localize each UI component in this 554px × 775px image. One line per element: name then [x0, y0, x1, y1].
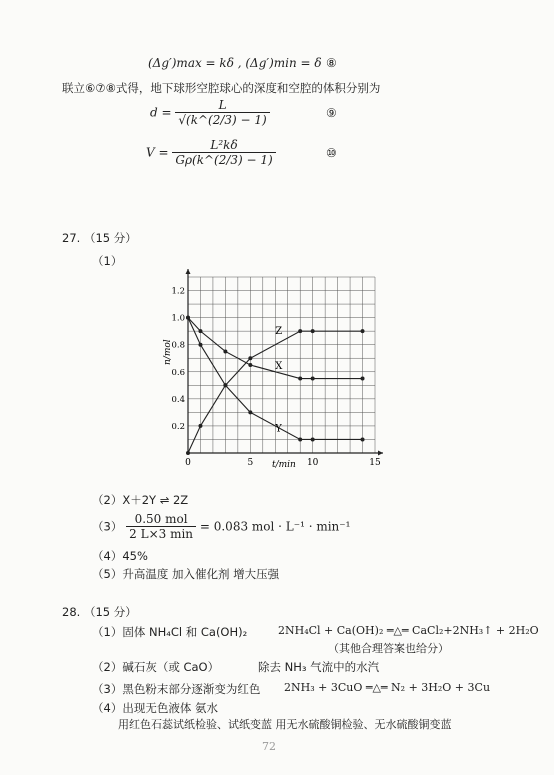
q28-part2-label: （2）碱石灰（或 CaO）: [92, 660, 220, 674]
y-axis-arrow: [186, 269, 191, 274]
q27-part3-denominator: 2 L×3 min: [129, 527, 194, 541]
point-X: [198, 329, 202, 333]
q27-part5: （5）升高温度 加入催化剂 增大压强: [92, 567, 280, 581]
eq8-expression: (Δg′)max = kδ , (Δg′)min = δ: [148, 56, 322, 70]
eq10-numerator: L²kδ: [172, 138, 275, 153]
q28-part2-right: 除去 NH₃ 气流中的水汽: [258, 660, 380, 674]
q28-part1-label: （1）固体 NH₄Cl 和 Ca(OH)₂: [92, 625, 248, 639]
eq10-fraction: [172, 138, 275, 167]
eq10-lhs: V =: [146, 145, 169, 160]
y-tick-label: 1.0: [171, 313, 185, 324]
point-X: [248, 363, 252, 367]
y-tick-label: 0.2: [171, 421, 185, 432]
x-tick-label: 15: [369, 458, 381, 468]
eq10-number: ⑩: [326, 146, 337, 160]
y-tick-label: 0.6: [171, 367, 185, 378]
point-X: [298, 377, 302, 381]
chart: [150, 265, 390, 480]
y-tick-label: 0.4: [171, 394, 185, 405]
eq9-denominator: √(k^(2/3) − 1): [178, 113, 267, 127]
q27-part3-result: = 0.083 mol · L⁻¹ · min⁻¹: [199, 519, 351, 534]
point-Y: [186, 316, 190, 320]
point-Y: [298, 437, 302, 441]
q27-header: 27. （15 分）: [62, 231, 137, 245]
q28-header: 28. （15 分）: [62, 605, 137, 619]
series-label-Z: Z: [275, 325, 283, 337]
q27-part3-numerator: 0.50 mol: [126, 512, 196, 527]
eq8-number: ⑧: [326, 56, 337, 70]
q28-part1-equation: 2NH₄Cl + Ca(OH)₂ ═△═ CaCl₂+2NH₃↑ + 2H₂O: [278, 624, 539, 637]
x-axis-arrow: [378, 451, 383, 456]
chart-axes: [186, 269, 384, 456]
eq9-numerator: L: [175, 98, 269, 113]
x-tick-label: 5: [247, 458, 254, 468]
eq9-number: ⑨: [326, 106, 337, 120]
point-X: [223, 349, 227, 353]
eq10-denominator: Gρ(k^(2/3) − 1): [175, 153, 273, 167]
point-Z: [361, 329, 365, 333]
x-axis-label: t/min: [272, 460, 296, 470]
y-tick-label: 0.8: [171, 340, 185, 351]
y-axis-label: n/mol: [163, 339, 173, 365]
q27-part3: [92, 512, 350, 541]
eq9-lhs: d =: [150, 105, 172, 120]
series-label-X: X: [275, 361, 283, 373]
eq10: [146, 138, 276, 167]
q28-part3-equation: 2NH₃ + 3CuO ═△═ N₂ + 3H₂O + 3Cu: [284, 681, 491, 694]
q27-part2: （2）X＋2Y ⇌ 2Z: [92, 493, 189, 507]
point-X: [361, 377, 365, 381]
point-Z: [223, 383, 227, 387]
y-tick-label: 1.2: [171, 286, 185, 297]
point-Y: [311, 437, 315, 441]
q28-part4-label: （4）出现无色液体 氨水: [92, 701, 218, 715]
point-Z: [186, 451, 190, 455]
q27-part1: （1）: [92, 254, 123, 268]
q28-part3-label: （3）黑色粉末部分逐渐变为红色: [92, 682, 261, 696]
point-Z: [298, 329, 302, 333]
point-Y: [361, 437, 365, 441]
q27-part4: （4）45%: [92, 549, 148, 563]
point-Z: [248, 356, 252, 360]
x-tick-label: 0: [185, 458, 191, 468]
chart-ticks: [171, 287, 381, 468]
q27-part3-label: （3）: [92, 519, 123, 534]
q28-part1-note: （其他合理答案也给分）: [328, 642, 449, 655]
point-X: [311, 377, 315, 381]
page-number: 72: [262, 740, 276, 753]
x-tick-label: 10: [306, 458, 319, 468]
q28-part4-line2: 用红色石蕊试纸检验、试纸变蓝 用无水硫酸铜检验、无水硫酸铜变蓝: [118, 718, 452, 731]
series-label-Y: Y: [275, 423, 282, 435]
point-Y: [248, 410, 252, 414]
eq9-fraction: [175, 98, 269, 127]
combine-statement: 联立⑥⑦⑧式得，地下球形空腔球心的深度和空腔的体积分别为: [62, 81, 381, 95]
point-Z: [198, 424, 202, 428]
point-Y: [198, 343, 202, 347]
eq9: [150, 98, 270, 127]
q27-part3-fraction: [126, 512, 196, 541]
point-Z: [311, 329, 315, 333]
